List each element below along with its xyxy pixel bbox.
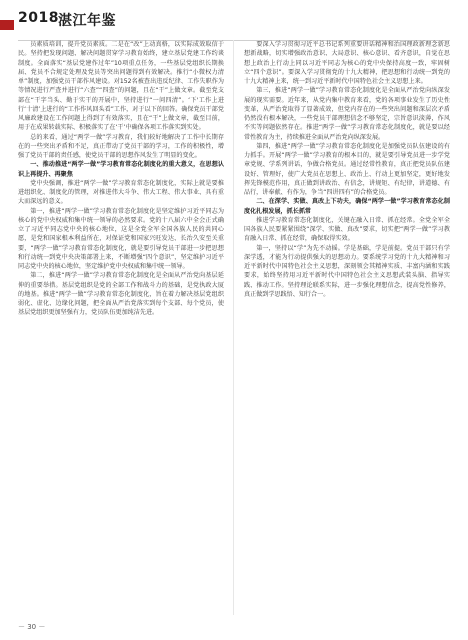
paragraph: 党中央强调，推进“两学一做”学习教育常态化制度化，实际上就是要推进组织化、制度化的管理，对推进伟大斗争、伟大工程、伟大事业、具有重大而深远的意义。 bbox=[18, 179, 224, 206]
page-number: － 30 － bbox=[18, 623, 46, 631]
column-divider bbox=[233, 40, 234, 615]
header-accent-bar bbox=[0, 20, 14, 30]
paragraph: 员素质培训，提升党员素质。二是在“改”上动真格，以实际成效取信于民。坚持把发现问题、解决问题贯穿学习教育始终，建立基层党建工作约谈制度。全面落实“基层党建作过年”10项重点任务，一些基层党组织长期换届、党员不合规定处理及党员等突出问题得到有效解决。推行“小微权力清单”制度，加强党员干部作风建设。对152名被查出违反纪律、工作失职作为等情况进行严查并进行“六查”“四查”的问题，且在“干”上做文章。截至党支部在“干字当头、勤于实干的开展中，坚持进行“一问四清”。‘下'工作上进行‘十清’上进行的“工作作风回头看”工作，对于以下的回答。确保党员干部党风廉政建设在工作问题上得到了有效落实，且在“干”上做文章，截至目前，用于在成果转载实际、积极落实了在‘干’中确保各项工作落实到实处。 bbox=[18, 41, 224, 132]
paragraph: 总的来看，通过“两学一做”学习教育，我们较好地解决了工作中长期存在的一些突出矛盾和不足，真正带动了党员干部的学习，工作的积极性，增强了党员干部的责任感，使党员干部的思想作风发生了明显的变化。 bbox=[18, 133, 224, 159]
paragraph: 要深入学习贯彻习近平总书记系列重要讲话精神和治国理政新理念新思想新战略，切实增强政治意识、大局意识、核心意识、看齐意识，自觉在思想上政治上行动上同以习近平同志为核心的党中央保持高度一致，牢固树立“四个意识”。要深入学习贯彻党的十九大精神，把思想和行动统一到党的十九大精神上来，统一到习近平新时代中国特色社会主义思想上来。 bbox=[244, 41, 450, 85]
header-year: 2018 bbox=[18, 10, 59, 26]
left-column bbox=[18, 40, 224, 615]
section-heading: 二、在深学、实做、真改上下功夫，确保“两学一做”学习教育常态化制度化扎根发展，抓长抓常 bbox=[244, 198, 450, 215]
paragraph: 第三，推进“两学一做”学习教育常态化制度化是全面从严治党向纵深发展的现实需要。近年来，从党内集中教育来看，党的各项事业发生了历史性变革，从严治党取得了显著成效，但党内存在的一些突出问题和深层次矛盾仍然没有根本解决，一些党员干部理想信念不够坚定，宗旨意识淡薄，作风不实等问题依然存在。推进“两学一做”学习教育常态化制度化，就是要以经常性教育为主，持续推进全面从严治党向纵深发展。 bbox=[244, 87, 450, 141]
section-heading: 一、推动推进“两学一做”学习教育常态化制度化的重大意义，在思想认识上再提升、再聚焦 bbox=[18, 161, 224, 178]
header-title: 湛江年鉴 bbox=[58, 13, 116, 29]
right-column bbox=[244, 40, 450, 615]
paragraph: 推进学习教育常态化制度化，关键在融入日常、抓在经常。全党全军全国各族人民要紧紧围绕“深学、实做、真改”要求，切实把“两学一做”学习教育融入日常、抓在经常，确保取得实效。 bbox=[244, 216, 450, 243]
paragraph: 第一，坚持以“学”为先不动摇。学是基础，学是前提。党员干部只有学深学透，才能为行动提供强大的思想动力。要系统学习党的十九大精神和习近平新时代中国特色社会主义思想，深刻领会其精神实质、丰富内涵和实践要求，始终坚持用习近平新时代中国特色社会主义思想武装头脑、指导实践、推动工作。坚持理论联系实际，进一步强化理想信念，提高党性修养，真正做到学思践悟、知行合一。 bbox=[244, 244, 450, 298]
paragraph: 第四，推进“两学一做”学习教育常态化制度化是加强党员队伍建设的有力抓手。开展“两学一做”学习教育的根本目的，就是要引导党员进一步学党章党规、学系列讲话，争做合格党员。通过经常性教育，真正把党员队伍建设好、管理好，使广大党员在思想上、政治上、行动上更加坚定，更好地发挥先锋模范作用，真正做到讲政治、有信念，讲规矩、有纪律，讲道德、有品行，讲奉献、有作为，争当“四讲四有”的合格党员。 bbox=[244, 142, 450, 196]
paragraph: 第二，推进“两学一做”学习教育常态化制度化是全面从严治党向基层延伸的重要举措。基层党组织是党的全部工作和战斗力的基础，是党执政大厦的地基。推进“两学一做”学习教育常态化制度化，旨在着力解决基层党组织弱化、虚化、边缘化问题，把全面从严治党落实到每个支部、每个党员，使基层党组织更加坚强有力，党员队伍更加纯洁先进。 bbox=[18, 272, 224, 317]
paragraph: 第一，推进“两学一做”学习教育常态化制度化是坚定维护习近平同志为核心的党中央权威和集中统一领导的必然要求。党的十八届六中全会正式确立了习近平同志党中央的核心地位，这是全党全军全国各族人民的共同心愿，是党和国家根本利益所在，对保证党和国家兴旺发达、长治久安至关重要，“两学一做”学习教育常态化制度化，就是要引导党员干部进一步把思想和行动统一到党中央决策部署上来，不断增强“四个意识”，坚定维护习近平同志党中央的核心地位，坚定维护党中央权威和集中统一领导。 bbox=[18, 207, 224, 270]
page-header bbox=[0, 10, 468, 32]
